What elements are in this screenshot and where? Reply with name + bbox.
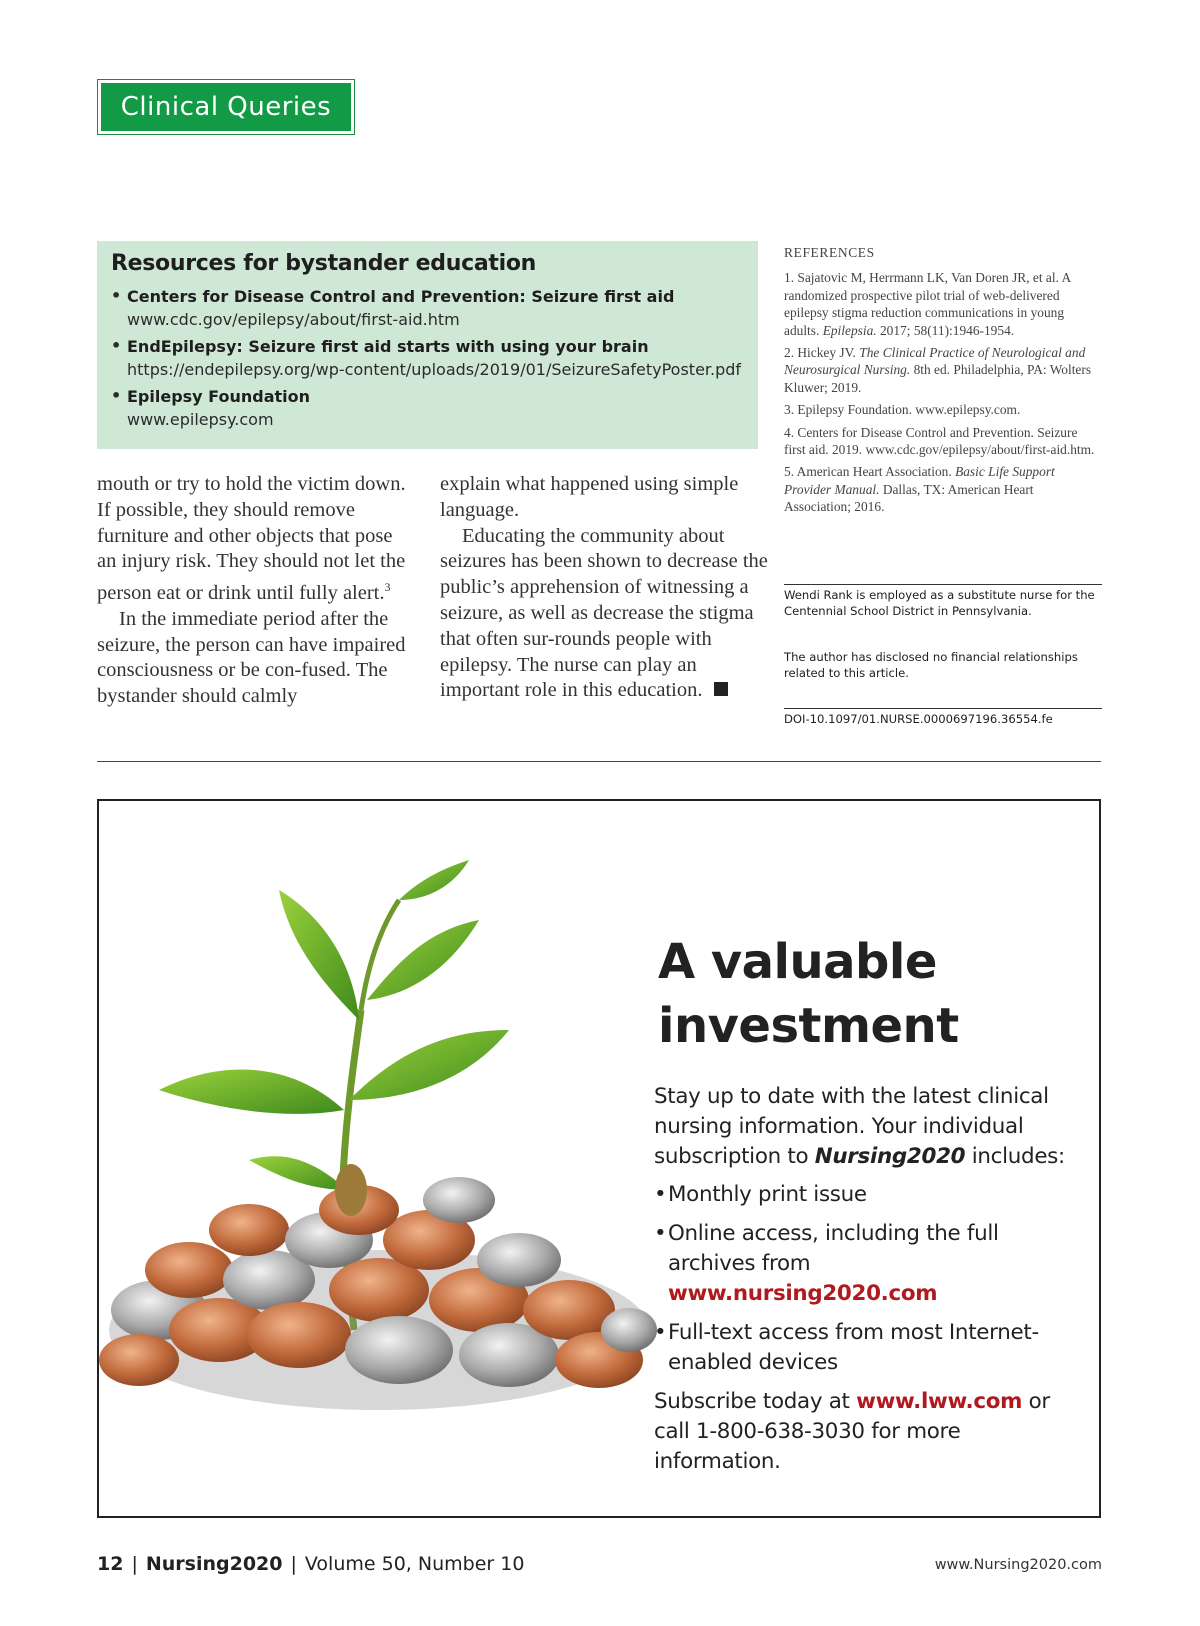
leaf (349, 1030, 509, 1100)
leaf (249, 1156, 347, 1190)
reference-item: 2. Hickey JV. The Clinical Practice of Neurological and Neurosurgical Nursing. 8th ed. Philadelphia, PA: Wolters Kluwer; 2019. (784, 345, 1092, 395)
paragraph: In the immediate period after the seizure, the person can have impaired consciousness or be con-fused. The bystander should calmly (97, 607, 406, 708)
bullet-icon: • (654, 1320, 667, 1345)
footer-left: 12 | Nursing2020 | Volume 50, Number 10 (97, 1553, 525, 1575)
reference-item: 5. American Heart Association. Basic Life Support Provider Manual. Dallas, TX: American Heart Association; 2016. (784, 464, 1055, 515)
divider (784, 584, 1102, 585)
resource-link[interactable]: https://endepilepsy.org/wp-content/uploads/2019/01/SeizureSafetyPoster.pdf (127, 360, 742, 379)
paragraph-text: mouth or try to hold the victim down. If possible, they should remove furniture and other objects that pose an injury risk. They should not let the person eat or drink until fully alert. (97, 473, 406, 605)
ad-bullet: • Online access, including the full archives from www.nursing2020.com (654, 1221, 999, 1306)
nursing-website-link[interactable]: www.nursing2020.com (668, 1281, 938, 1306)
reference-item: 1. Sajatovic M, Herrmann LK, Van Doren JR, et al. A randomized prospective pilot trial of web-delivered epilepsy stigma reduction communications in young adults. Epilepsia. 2017; 58(11):1946-1954. (784, 270, 1071, 338)
resources-title: Resources for bystander education (111, 251, 537, 276)
resource-item (111, 286, 744, 332)
paragraph: explain what happened using simple language. (440, 473, 739, 521)
ad-title: A valuable investment (658, 934, 959, 1054)
resource-link[interactable]: www.cdc.gov/epilepsy/about/first-aid.htm (127, 310, 460, 329)
ad-text (654, 1082, 1084, 1485)
bullet-icon: • (111, 336, 122, 355)
page-number: 12 (97, 1553, 124, 1575)
resource-name: Centers for Disease Control and Prevention: Seizure first aid (127, 287, 675, 306)
leaf (279, 890, 359, 1020)
bullet-icon: • (654, 1182, 667, 1207)
disclosure-note: The author has disclosed no financial relationships related to this article. (784, 650, 1078, 680)
footer-website[interactable]: www.Nursing2020.com (934, 1557, 1102, 1573)
resource-item (111, 336, 744, 382)
body-column-2 (440, 472, 770, 704)
paragraph (97, 472, 409, 607)
ad-subscribe: Subscribe today at www.lww.com or call 1-800-638-3030 for more information. (654, 1389, 1050, 1474)
doi: DOI-10.1097/01.NURSE.0000697196.36554.fe (784, 712, 1053, 726)
section-tag-label: Clinical Queries (101, 83, 351, 131)
reference-item: 4. Centers for Disease Control and Prevention. Seizure first aid. 2019. www.cdc.gov/epilepsy/about/first-aid.htm. (784, 424, 1095, 458)
bullet-icon: • (654, 1221, 667, 1246)
lww-link[interactable]: www.lww.com (856, 1389, 1023, 1414)
bullet-icon: • (111, 386, 122, 405)
references (784, 244, 1102, 521)
citation-superscript: 3 (384, 580, 391, 595)
journal-name: Nursing2020 (145, 1553, 283, 1575)
resource-name: Epilepsy Foundation (127, 387, 310, 406)
volume-info: Volume 50, Number 10 (304, 1553, 525, 1575)
plant-growing-from-coins-image (99, 860, 659, 1430)
resource-item (111, 386, 744, 432)
leaf (399, 860, 469, 900)
section-tag (97, 79, 355, 135)
resource-name: EndEpilepsy: Seizure first aid starts with using your brain (127, 337, 649, 356)
bullet-icon: • (111, 286, 122, 305)
end-mark-icon (714, 682, 728, 696)
resource-link[interactable]: www.epilepsy.com (127, 410, 274, 429)
ad-bullet: • Full-text access from most Internet-enabled devices (654, 1320, 1039, 1375)
paragraph (440, 524, 770, 705)
paragraph-text: Educating the community about seizures has been shown to decrease the public’s apprehension of witnessing a seizure, as well as decrease the stigma that often sur-rounds people with epilepsy. The nurse can play an important role in this education. (440, 524, 768, 702)
resources-box (97, 241, 758, 449)
ad-intro: Stay up to date with the latest clinical nursing information. Your individual subscription to Nursing2020 includes: (654, 1084, 1065, 1169)
body-column-1 (97, 472, 409, 710)
author-note: Wendi Rank is employed as a substitute nurse for the Centennial School District in Pennsylvania. (784, 588, 1095, 618)
divider (784, 708, 1102, 709)
ad-bullet: • Monthly print issue (654, 1180, 1084, 1210)
reference-item: 3. Epilepsy Foundation. www.epilepsy.com. (784, 402, 1021, 418)
leaf (159, 1070, 344, 1114)
references-heading: REFERENCES (784, 245, 875, 260)
section-divider (97, 761, 1101, 762)
